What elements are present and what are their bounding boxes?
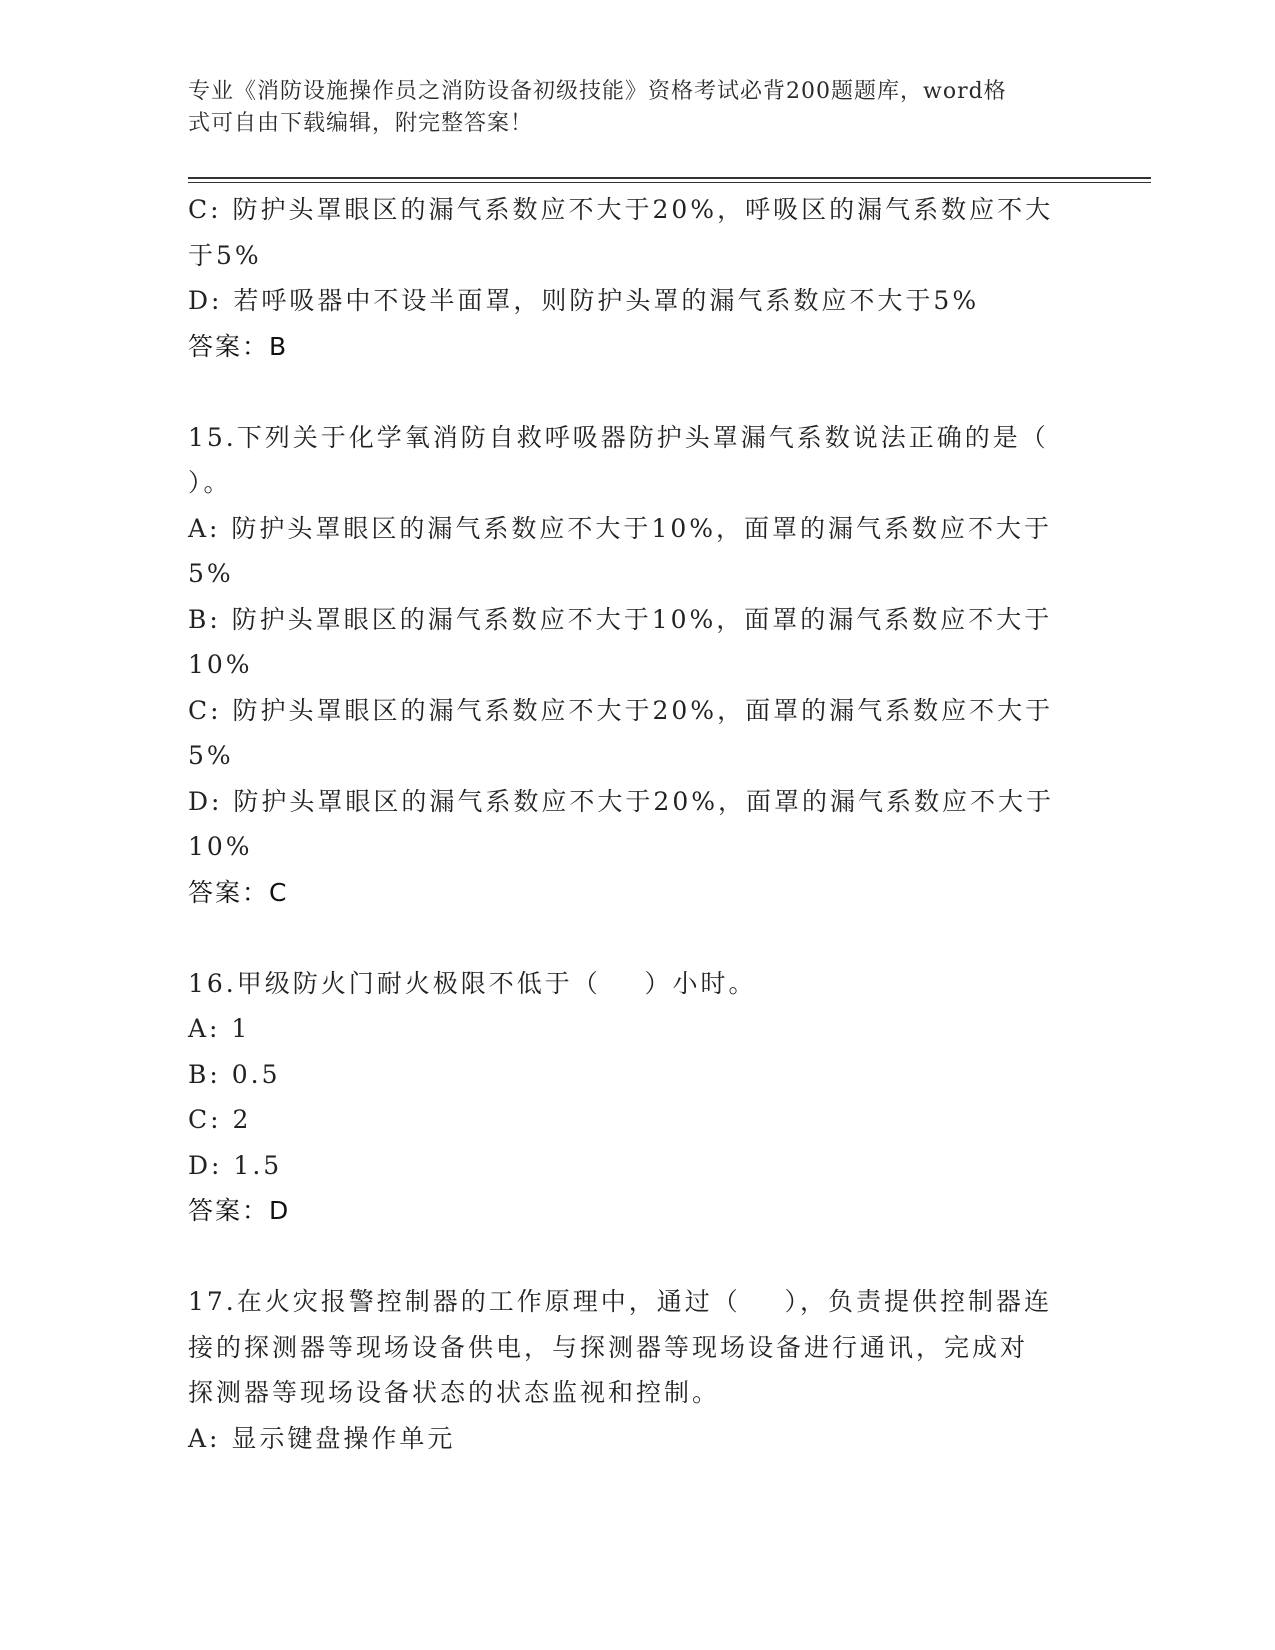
answer-line: 答案：B — [188, 331, 289, 361]
answer-line: 答案：C — [188, 877, 289, 907]
document-body — [188, 187, 1068, 1461]
header-divider-thin — [188, 182, 1151, 183]
option-c-line-2: 于5% — [188, 240, 262, 270]
spacer — [188, 915, 1068, 961]
question-stem-line-3: 探测器等现场设备状态的状态监视和控制。 — [188, 1378, 721, 1407]
option-b-line-2: 10% — [188, 650, 253, 679]
option-a-line-1: A: 防护头罩眼区的漏气系数应不大于10%，面罩的漏气系数应不大于 — [188, 513, 1052, 543]
option-d-line-1: D: 防护头罩眼区的漏气系数应不大于20%，面罩的漏气系数应不大于 — [188, 786, 1054, 816]
option-c-line-1: C: 防护头罩眼区的漏气系数应不大于20%，呼吸区的漏气系数应不大 — [188, 195, 1054, 224]
question-block-15 — [188, 415, 1068, 916]
question-stem-line-2: 接的探测器等现场设备供电，与探测器等现场设备进行通讯，完成对 — [188, 1332, 1029, 1362]
question-stem-line-1: 17.在火灾报警控制器的工作原理中，通过（ ），负责提供控制器连 — [188, 1287, 1053, 1316]
question-stem: 16.甲级防火门耐火极限不低于（ ）小时。 — [188, 968, 757, 998]
option-c-line-1: C: 防护头罩眼区的漏气系数应不大于20%，面罩的漏气系数应不大于 — [188, 695, 1054, 725]
option-d: D: 若呼吸器中不设半面罩，则防护头罩的漏气系数应不大于5% — [188, 286, 980, 315]
question-block-14 — [188, 187, 1068, 369]
option-b: B: 0.5 — [188, 1059, 281, 1089]
document-header — [188, 76, 1068, 140]
spacer — [188, 1234, 1068, 1280]
option-b-line-1: B: 防护头罩眼区的漏气系数应不大于10%，面罩的漏气系数应不大于 — [188, 604, 1053, 634]
question-block-17 — [188, 1279, 1068, 1461]
question-stem-line-2: ）。 — [188, 468, 232, 497]
option-d-line-2: 10% — [188, 832, 253, 861]
header-line-1: 专业《消防设施操作员之消防设备初级技能》资格考试必背200题题库，word格 — [188, 79, 1007, 104]
answer-line: 答案：D — [188, 1196, 291, 1225]
option-c: C: 2 — [188, 1105, 252, 1134]
question-stem-line-1: 15.下列关于化学氧消防自救呼吸器防护头罩漏气系数说法正确的是（ — [188, 422, 1049, 452]
option-a: A: 显示键盘操作单元 — [188, 1423, 456, 1453]
option-c-line-2: 5% — [188, 741, 234, 770]
option-d: D: 1.5 — [188, 1150, 283, 1180]
spacer — [188, 369, 1068, 415]
option-a: A: 1 — [188, 1014, 251, 1043]
header-line-2: 式可自由下载编辑，附完整答案！ — [188, 111, 534, 136]
header-divider-thick — [188, 177, 1151, 179]
option-a-line-2: 5% — [188, 559, 234, 588]
question-block-16 — [188, 961, 1068, 1234]
